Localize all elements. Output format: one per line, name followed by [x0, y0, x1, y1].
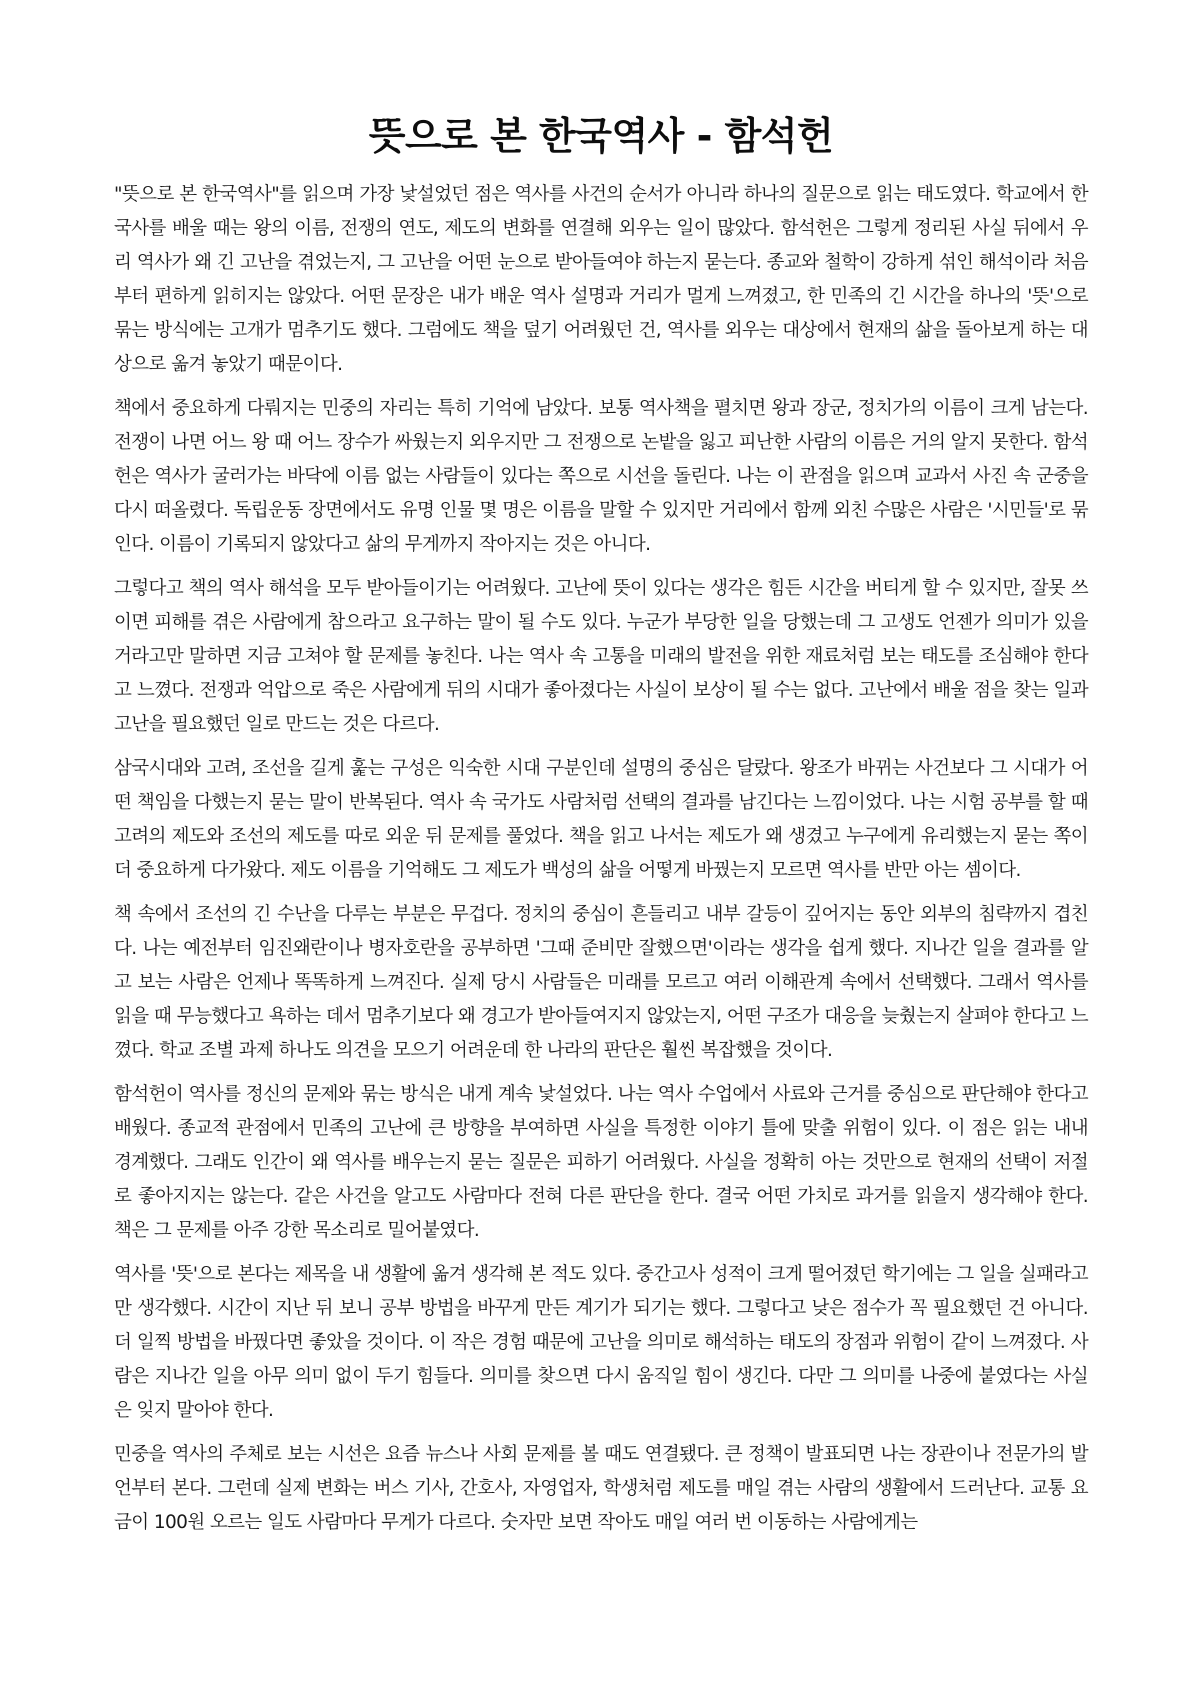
- paragraph-4: 삼국시대와 고려, 조선을 길게 훑는 구성은 익숙한 시대 구분인데 설명의 중심은 달랐다. 왕조가 바뀌는 사건보다 그 시대가 어떤 책임을 다했는지 묻는 말이 반복된다. 역사 속 국가도 사람처럼 선택의 결과를 남긴다는 느낌이었다. 나는 시험 공부를 할 때 고려의 제도와 조선의 제도를 따로 외운 뒤 문제를 풀었다. 책을 읽고 나서는 제도가 왜 생겼고 누구에게 유리했는지 묻는 쪽이 더 중요하게 다가왔다. 제도 이름을 기억해도 그 제도가 백성의 삶을 어떻게 바꿨는지 모르면 역사를 반만 아는 셈이다.: [114, 758, 1088, 881]
- essay-body: [114, 178, 1088, 1540]
- paragraph-3: 그렇다고 책의 역사 해석을 모두 받아들이기는 어려웠다. 고난에 뜻이 있다는 생각은 힘든 시간을 버티게 할 수 있지만, 잘못 쓰이면 피해를 겪은 사람에게 참으라고 요구하는 말이 될 수도 있다. 누군가 부당한 일을 당했는데 그 고생도 언젠가 의미가 있을 거라고만 말하면 지금 고쳐야 할 문제를 놓친다. 나는 역사 속 고통을 미래의 발전을 위한 재료처럼 보는 태도를 조심해야 한다고 느꼈다. 전쟁과 억압으로 죽은 사람에게 뒤의 시대가 좋아졌다는 사실이 보상이 될 수는 없다. 고난에서 배울 점을 찾는 일과 고난을 필요했던 일로 만드는 것은 다르다.: [114, 578, 1088, 735]
- paragraph-8: 민중을 역사의 주체로 보는 시선은 요즘 뉴스나 사회 문제를 볼 때도 연결됐다. 큰 정책이 발표되면 나는 장관이나 전문가의 발언부터 본다. 그런데 실제 변화는 버스 기사, 간호사, 자영업자, 학생처럼 제도를 매일 겪는 사람의 생활에서 드러난다. 교통 요금이 100원 오르는 일도 사람마다 무게가 다르다. 숫자만 보면 작아도 매일 여러 번 이동하는 사람에게는: [114, 1444, 1088, 1533]
- paragraph-7: 역사를 '뜻'으로 본다는 제목을 내 생활에 옮겨 생각해 본 적도 있다. 중간고사 성적이 크게 떨어졌던 학기에는 그 일을 실패라고만 생각했다. 시간이 지난 뒤 보니 공부 방법을 바꾸게 만든 계기가 되기는 했다. 그렇다고 낮은 점수가 꼭 필요했던 건 아니다. 더 일찍 방법을 바꿨다면 좋았을 것이다. 이 작은 경험 때문에 고난을 의미로 해석하는 태도의 장점과 위험이 같이 느껴졌다. 사람은 지나간 일을 아무 의미 없이 두기 힘들다. 의미를 찾으면 다시 움직일 힘이 생긴다. 다만 그 의미를 나중에 붙였다는 사실은 잊지 말아야 한다.: [114, 1264, 1088, 1421]
- paragraph-1: "뜻으로 본 한국역사"를 읽으며 가장 낯설었던 점은 역사를 사건의 순서가 아니라 하나의 질문으로 읽는 태도였다. 학교에서 한국사를 배울 때는 왕의 이름, 전쟁의 연도, 제도의 변화를 연결해 외우는 일이 많았다. 함석헌은 그렇게 정리된 사실 뒤에서 우리 역사가 왜 긴 고난을 겪었는지, 그 고난을 어떤 눈으로 받아들여야 하는지 묻는다. 종교와 철학이 강하게 섞인 해석이라 처음부터 편하게 읽히지는 않았다. 어떤 문장은 내가 배운 역사 설명과 거리가 멀게 느껴졌고, 한 민족의 긴 시간을 하나의 '뜻'으로 묶는 방식에는 고개가 멈추기도 했다. 그럼에도 책을 덮기 어려웠던 건, 역사를 외우는 대상에서 현재의 삶을 돌아보게 하는 대상으로 옮겨 놓았기 때문이다.: [114, 184, 1088, 375]
- paragraph-6: 함석헌이 역사를 정신의 문제와 묶는 방식은 내게 계속 낯설었다. 나는 역사 수업에서 사료와 근거를 중심으로 판단해야 한다고 배웠다. 종교적 관점에서 민족의 고난에 큰 방향을 부여하면 사실을 특정한 이야기 틀에 맞출 위험이 있다. 이 점은 읽는 내내 경계했다. 그래도 인간이 왜 역사를 배우는지 묻는 질문은 피하기 어려웠다. 사실을 정확히 아는 것만으로 현재의 선택이 저절로 좋아지지는 않는다. 같은 사건을 알고도 사람마다 전혀 다른 판단을 한다. 결국 어떤 가치로 과거를 읽을지 생각해야 한다. 책은 그 문제를 아주 강한 목소리로 밀어붙였다.: [114, 1084, 1088, 1241]
- document-title: 뜻으로 본 한국역사 - 함석헌: [368, 114, 834, 158]
- paragraph-5: 책 속에서 조선의 긴 수난을 다루는 부분은 무겁다. 정치의 중심이 흔들리고 내부 갈등이 깊어지는 동안 외부의 침략까지 겹친다. 나는 예전부터 임진왜란이나 병자호란을 공부하면 '그때 준비만 잘했으면'이라는 생각을 쉽게 했다. 지나간 일을 결과를 알고 보는 사람은 언제나 똑똑하게 느껴진다. 실제 당시 사람들은 미래를 모르고 여러 이해관계 속에서 선택했다. 그래서 역사를 읽을 때 무능했다고 욕하는 데서 멈추기보다 왜 경고가 받아들여지지 않았는지, 어떤 구조가 대응을 늦췄는지 살펴야 한다고 느꼈다. 학교 조별 과제 하나도 의견을 모으기 어려운데 한 나라의 판단은 훨씬 복잡했을 것이다.: [114, 904, 1088, 1061]
- paragraph-2: 책에서 중요하게 다뤄지는 민중의 자리는 특히 기억에 남았다. 보통 역사책을 펼치면 왕과 장군, 정치가의 이름이 크게 남는다. 전쟁이 나면 어느 왕 때 어느 장수가 싸웠는지 외우지만 그 전쟁으로 논밭을 잃고 피난한 사람의 이름은 거의 알지 못한다. 함석헌은 역사가 굴러가는 바닥에 이름 없는 사람들이 있다는 쪽으로 시선을 돌린다. 나는 이 관점을 읽으며 교과서 사진 속 군중을 다시 떠올렸다. 독립운동 장면에서도 유명 인물 몇 명은 이름을 말할 수 있지만 거리에서 함께 외친 수많은 사람은 '시민들'로 묶인다. 이름이 기록되지 않았다고 삶의 무게까지 작아지는 것은 아니다.: [114, 398, 1088, 555]
